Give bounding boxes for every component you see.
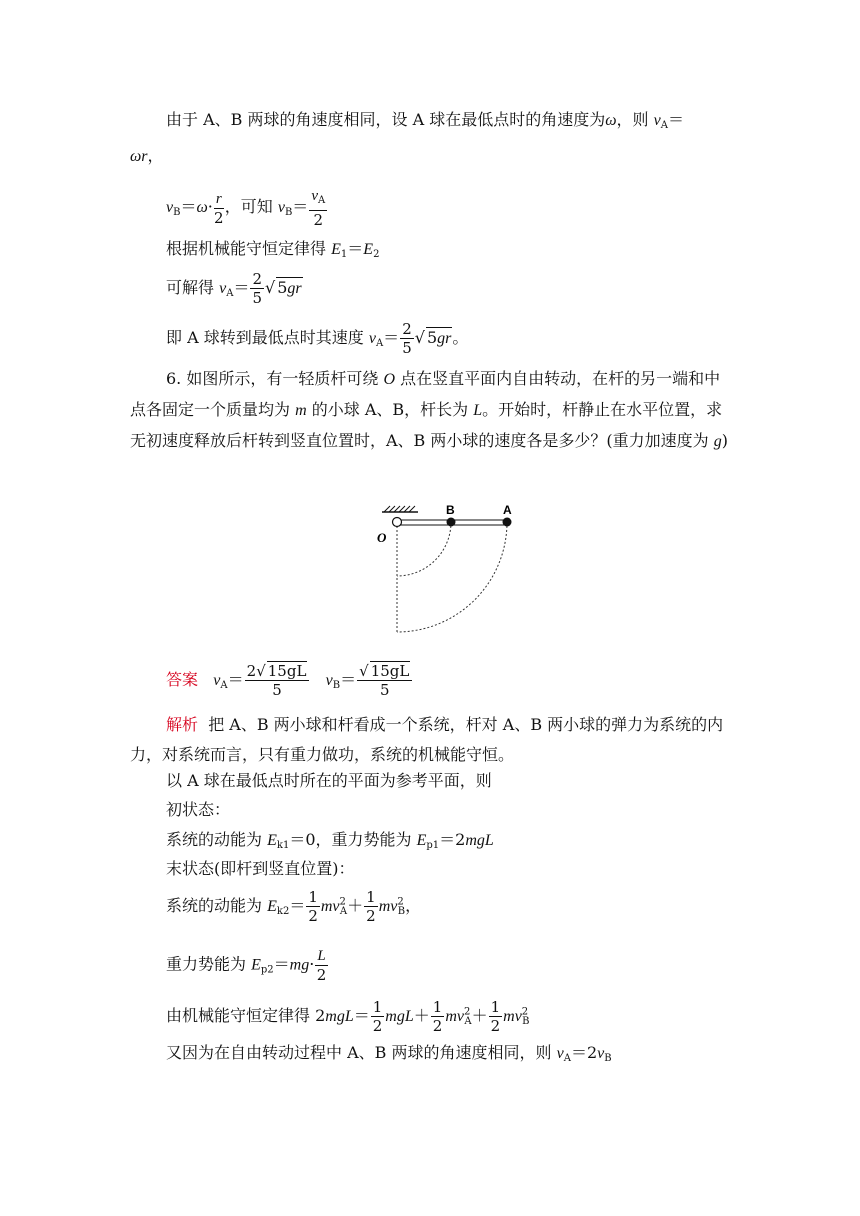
text-span: 末状态(即杆到竖直位置)： xyxy=(166,859,355,878)
text-span: 5 xyxy=(272,681,282,699)
label-a: A xyxy=(503,503,512,517)
text-span: 初状态： xyxy=(166,800,231,819)
text-line-initial xyxy=(166,799,230,821)
text-span: 。 xyxy=(452,328,469,347)
text-span: ，则 xyxy=(616,110,649,129)
text-span: 15gL xyxy=(370,662,410,680)
rod-diagram xyxy=(364,486,530,648)
text-line-final xyxy=(166,858,355,880)
formula-ek2: 系统的动能为 $E_{k2}=$ $\frac{1}{2}$ $mv^2_A+$ $\frac{1}{2}$ $mv^2_B$， xyxy=(166,888,422,925)
text-span: 根据机械能守恒定律得 xyxy=(166,239,327,258)
answer-line: 答案 $v_A=$ $\frac{2√ 15gL}{5}$ $v_B=$ √ $\frac{15gL}{5}$ xyxy=(166,662,413,699)
question-6: 6. 如图所示，有一轻质杆可绕 O 点在竖直平面内自由转动，在杆的另一端和中点各固定一个质量均为 m 的小球 A、B，杆长为 L。开始时，杆静止在水平位置，求无初速度释放后杆转到竖直位置时，A、B 两小球的速度各是多少？(重力加速度为 g) xyxy=(130,369,728,450)
text-span: ，可知 xyxy=(224,197,273,216)
text-line-reference xyxy=(166,770,492,792)
formula-va-solve: 可解得 $v_A=$ $\frac{2}{5}$ √ 5gr xyxy=(166,270,303,307)
text-span: 的小球 A、B，杆长为 xyxy=(311,400,469,419)
text-span: 即 A 球转到最低点时其速度 xyxy=(166,328,364,347)
text-span: 由于 A、B 两球的角速度相同，设 A 球在最低点时的角速度为 xyxy=(166,110,606,129)
formula-ek1: 系统的动能为 $E_{k1}=0$，重力势能为 $E_{p1}=2mgL$ xyxy=(166,830,494,851)
text-span: 系统的动能为 xyxy=(166,896,263,915)
formula-vb: $v_B=\omega\cdot$ $\frac{r}{2}$ ，可知 $v_B=$ $\frac{v_A}{2}$ xyxy=(166,188,326,229)
text-span: 把 A、B 两小球和杆看成一个系统，杆对 A、B 两小球的弹力为系统的内力，对系统而言，只有重力做功，系统的机械能守恒。 xyxy=(130,715,724,764)
text-span: 可解得 xyxy=(166,278,215,297)
label-b: B xyxy=(446,503,455,517)
analysis-paragraph xyxy=(130,710,730,770)
text-span: 5 xyxy=(379,681,390,699)
text-span: 以 A 球在最低点时所在的平面为参考平面，则 xyxy=(166,771,492,790)
text-span: 6. 如图所示，有一轻质杆可绕 xyxy=(166,369,379,388)
ball-a xyxy=(503,518,512,527)
text-span: 由机械能守恒定律得 xyxy=(166,1006,311,1025)
text-span: 又因为在自由转动过程中 A、B 两球的角速度相同，则 xyxy=(166,1043,552,1062)
formula-conservation: 由机械能守恒定律得 2mgL＝ $\frac{1}{2}$ mgL＋ $\frac{1}{2}$ $mv^2_A+$ $\frac{1}{2}$ $mv^2_B$ xyxy=(166,998,530,1035)
label-o: O xyxy=(377,530,387,545)
text-span: 。开始时，杆静止在水平位置，求无初速度释放后杆转到竖直位置时，A、B 两小球的速度各是多少？(重力加速度为 xyxy=(130,400,723,450)
text-line-omega-r: ωr， xyxy=(130,146,164,165)
text-span: 15gL xyxy=(267,662,307,680)
text-line-last: 又因为在自由转动过程中 A、B 两球的角速度相同，则 $v_A=2v_B$ xyxy=(166,1043,612,1064)
text-span: 重力势能为 xyxy=(166,954,247,974)
text-line-angular-velocity: 由于 A、B 两球的角速度相同，设 A 球在最低点时的角速度为ω，则 $v_A=$ xyxy=(166,110,684,131)
answer-label: 答案 xyxy=(166,670,199,689)
text-span: 2 xyxy=(246,662,257,680)
formula-va-result: 即 A 球转到最低点时其速度 $v_A=$ $\frac{2}{5}$ √ 5gr。 xyxy=(166,320,468,357)
text-line-energy: 根据机械能守恒定律得 $E_1=E_2$ xyxy=(166,239,380,260)
text-span: ) xyxy=(721,431,728,450)
analysis-label: 解析 xyxy=(166,715,199,734)
text-span: 点在竖直平面内自由转动，在杆的另一端和中点各固定一个质量均为 xyxy=(130,369,721,419)
pivot-o xyxy=(393,518,402,527)
formula-ep2: 重力势能为 $E_{p2}=mg\cdot$ $\frac{L}{2}$ xyxy=(166,948,327,984)
ball-b xyxy=(447,518,456,527)
text-span: ，重力势能为 xyxy=(315,830,412,849)
text-span: 系统的动能为 xyxy=(166,830,263,849)
